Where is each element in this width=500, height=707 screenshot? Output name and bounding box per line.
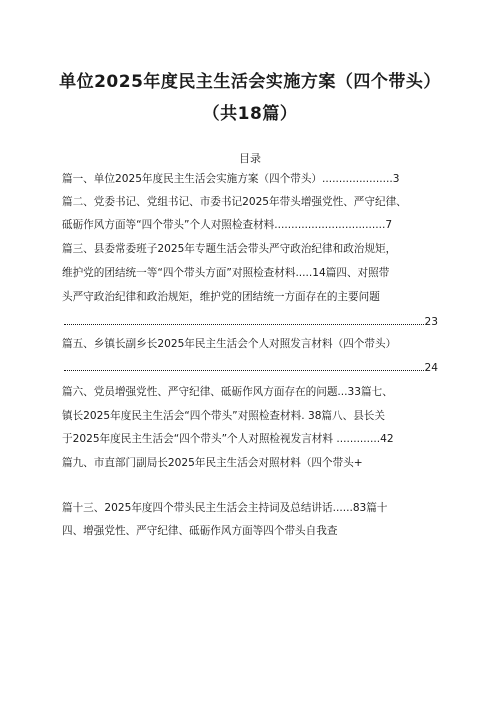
toc-page-number: 24 (424, 362, 438, 374)
toc-heading: 目录 (239, 152, 261, 165)
toc-line[interactable]: 于2025年度民主生活会“四个带头”个人对照检视发言材料 .............42 (62, 433, 394, 445)
toc-dot-leader-line[interactable] (62, 315, 438, 329)
toc-line[interactable]: 篇二、党委书记、党组书记、市委书记2025年带头增强党性、严守纪律、 (62, 196, 407, 208)
toc-line[interactable]: 镇长2025年度民主生活会“四个带头”对照检查材料. 38篇八、县长关 (62, 410, 385, 422)
toc-line[interactable]: 篇五、乡镇长副乡长2025年民主生活会个人对照发言材料（四个带头） (62, 338, 397, 350)
dot-leader (64, 370, 424, 371)
toc-line[interactable]: 砥砺作风方面等“四个带头”个人对照检查材料.................................7 (62, 219, 393, 231)
document-title: 单位2025年度民主生活会实施方案（四个带头） (59, 72, 441, 92)
toc-line[interactable]: 篇九、市直部门副局长2025年民主生活会对照材料（四个带头+ (62, 457, 363, 469)
toc-line[interactable]: 篇十三、2025年度四个带头民主生活会主持词及总结讲话......83篇十 (62, 502, 388, 514)
document-subtitle: （共18篇） (202, 104, 298, 124)
toc-line[interactable]: 维护党的团结统一等“四个带头方面”对照检查材料.....14篇四、对照带 (62, 267, 390, 279)
toc-line[interactable]: 篇一、单位2025年度民主生活会实施方案（四个带头）.....................3 (62, 173, 400, 185)
toc-page-number: 23 (424, 316, 438, 328)
toc-line[interactable]: 头严守政治纪律和政治规矩，维护党的团结统一方面存在的主要问题 (62, 291, 380, 303)
toc-line[interactable]: 四、增强党性、严守纪律、砥砺作风方面等四个带头自我查 (62, 525, 338, 537)
toc-dot-leader-line[interactable] (62, 361, 438, 375)
toc-line[interactable]: 篇六、党员增强党性、严守纪律、砥砺作风方面存在的问题...33篇七、 (62, 386, 393, 398)
dot-leader (64, 324, 424, 325)
toc-line[interactable]: 篇三、县委常委班子2025年专题生活会带头严守政治纪律和政治规矩， (62, 243, 397, 255)
